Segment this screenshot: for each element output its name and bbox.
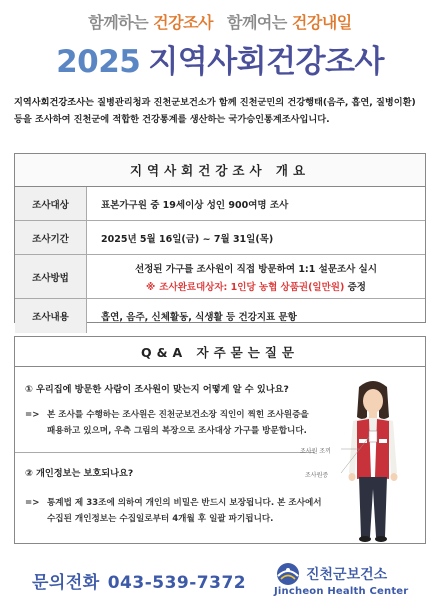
qa-title: Q&A 자주묻는질문 bbox=[15, 337, 425, 367]
overview-method-cell bbox=[87, 255, 425, 298]
intro-subject: 지역사회건강조사는 bbox=[14, 97, 94, 108]
page-title bbox=[0, 36, 440, 81]
qa-section bbox=[14, 336, 426, 544]
tagline bbox=[0, 10, 440, 33]
logo-text-en: Jincheon Health Center bbox=[274, 586, 409, 597]
qa-answer-1 bbox=[25, 407, 315, 439]
figure-label-badge: 조사원증 bbox=[305, 472, 329, 479]
qa-question-1: ① 우리집에 방문한 사람이 조사원이 맞는지 어떻게 알 수 있나요? bbox=[25, 384, 289, 395]
logo-text-ko: 진천군보건소 bbox=[306, 567, 388, 583]
contact-phone bbox=[32, 568, 246, 593]
phone-label: 문의전화 bbox=[32, 573, 100, 593]
qa-answer-2-text: 통계법 제 33조에 의하여 개인의 비밀은 반드시 보장됩니다. 본 조사에서 수집된 개인정보는 수집일로부터 4개월 후 일괄 파기됩니다. bbox=[47, 498, 322, 524]
reward-mark: ※ bbox=[146, 281, 156, 293]
intro-body: 질병관리청과 진천군보건소가 함께 진천군민의 건강행태(음주, 흡연, 질병이환) 등을 조사하여 진천군에 적합한 건강통계를 생산하는 국가승인통계조사입니다. bbox=[14, 97, 416, 125]
overview-table bbox=[14, 153, 426, 323]
reward-notice bbox=[146, 279, 366, 293]
title-text: 지역사회건강조사 bbox=[148, 44, 384, 80]
overview-label: 조사기간 bbox=[15, 221, 87, 254]
overview-value: 선정된 가구를 조사원이 직접 방문하여 1:1 설문조사 실시 bbox=[134, 263, 378, 275]
overview-label: 조사방법 bbox=[15, 255, 87, 298]
reward-label: 조사완료대상자: bbox=[159, 281, 231, 293]
tagline-highlight-2: 건강내일 bbox=[291, 13, 352, 32]
reward-suffix: 증정 bbox=[344, 281, 366, 293]
surveyor-illustration bbox=[333, 377, 413, 547]
qa-answer-2 bbox=[25, 495, 325, 527]
overview-title: 지역사회건강조사 개요 bbox=[15, 154, 425, 187]
reward-value: 1인당 농협 상품권(일만원) bbox=[230, 281, 345, 293]
phone-number: 043-539-7372 bbox=[107, 573, 247, 593]
figure-label-vest: 조사원 조끼 bbox=[300, 448, 331, 455]
overview-row-target bbox=[15, 187, 425, 221]
overview-row-content bbox=[15, 299, 425, 333]
overview-value: 2025년 5월 16일(금) ~ 7월 31일(목) bbox=[101, 233, 274, 245]
qa-answer-1-text: 본 조사를 수행하는 조사원은 진천군보건소장 직인이 찍힌 조사원증을 패용하고 있으며, 우측 그림의 복장으로 조사대상 가구를 방문합니다. bbox=[47, 410, 309, 436]
intro-paragraph bbox=[14, 94, 426, 128]
answer-arrow: => bbox=[25, 410, 40, 420]
health-center-logo bbox=[270, 562, 420, 602]
overview-label: 조사대상 bbox=[15, 187, 87, 220]
answer-arrow: => bbox=[25, 498, 40, 508]
overview-value: 흡연, 음주, 신체활동, 식생활 등 건강지표 문항 bbox=[101, 312, 297, 323]
overview-row-period bbox=[15, 221, 425, 255]
overview-label: 조사내용 bbox=[15, 299, 87, 333]
qa-divider bbox=[15, 452, 315, 453]
overview-row-method bbox=[15, 255, 425, 299]
health-center-emblem-icon bbox=[272, 562, 304, 586]
title-year: 2025 bbox=[56, 44, 141, 80]
tagline-prefix-2: 함께여는 bbox=[227, 13, 292, 32]
tagline-highlight-1: 건강조사 bbox=[153, 13, 213, 32]
qa-question-2: ② 개인정보는 보호되나요? bbox=[25, 468, 134, 479]
overview-value: 표본가구원 중 19세이상 성인 900여명 조사 bbox=[101, 199, 289, 211]
tagline-prefix-1: 함께하는 bbox=[88, 13, 154, 32]
